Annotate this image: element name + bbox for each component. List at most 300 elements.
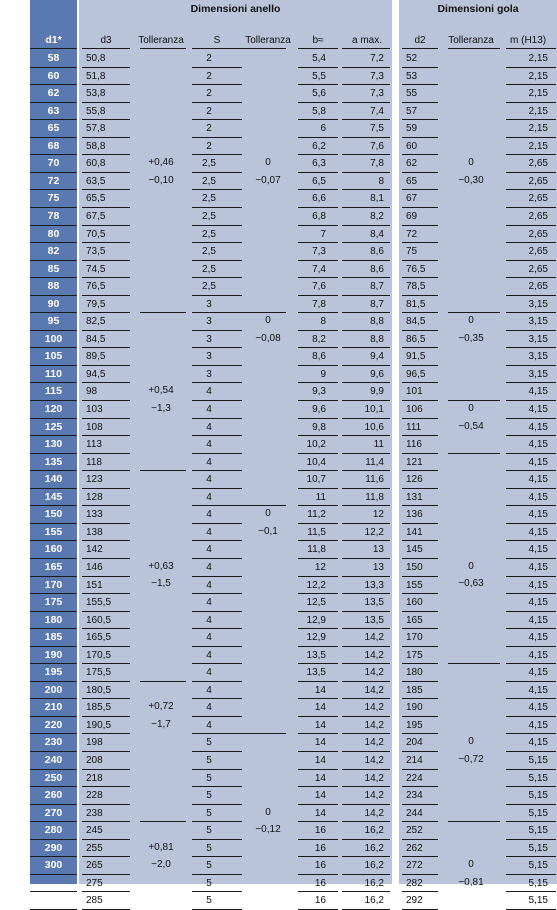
table-cell: 57 — [406, 105, 418, 117]
tolerance-group-rule — [242, 312, 286, 313]
table-cell: 8,8 — [370, 316, 384, 328]
table-cell: 133 — [86, 509, 103, 521]
table-cell: 65 — [406, 175, 418, 187]
row-d1: 88 — [47, 280, 60, 293]
table-cell: 2,65 — [528, 228, 548, 240]
row-d1: 82 — [47, 245, 60, 258]
table-cell: 14,2 — [364, 772, 384, 784]
column-header: a max. — [351, 35, 382, 46]
table-cell: 4,15 — [528, 614, 548, 626]
table-cell: 244 — [406, 807, 423, 819]
table-cell: 50,8 — [86, 53, 106, 64]
table-cell: 8,7 — [370, 281, 384, 293]
table-cell: 12 — [372, 509, 384, 521]
row-d1: 100 — [44, 332, 63, 345]
table-cell: 4 — [206, 526, 212, 538]
table-cell: 7,3 — [312, 246, 326, 258]
table-cell: 272 — [406, 860, 423, 872]
table-cell: 91,5 — [406, 351, 426, 363]
table-cell: 2,5 — [202, 158, 216, 170]
row-d1: 140 — [44, 473, 63, 486]
table-cell: 5 — [206, 860, 212, 872]
table-cell: 8,7 — [370, 298, 384, 310]
table-cell: 5,6 — [312, 88, 326, 100]
table-cell: 7 — [320, 228, 326, 240]
tolerance-value: −0,10 — [148, 174, 174, 186]
row-d1: 78 — [47, 209, 60, 222]
table-cell: 16,2 — [364, 825, 384, 837]
row-d1: 195 — [44, 666, 63, 679]
column-header: Tolleranza — [245, 35, 291, 46]
group-header-ring: Dimensioni anello — [190, 3, 281, 15]
table-cell: 3,15 — [528, 333, 548, 345]
table-cell: 103 — [86, 404, 103, 415]
table-cell: 14,2 — [364, 632, 384, 644]
row-d1 — [30, 891, 77, 910]
table-cell: 245 — [86, 825, 103, 837]
table-cell: 13,5 — [364, 597, 384, 609]
row-d1: 210 — [44, 701, 63, 714]
table-cell: 60 — [406, 140, 418, 152]
table-cell: 79,5 — [86, 298, 106, 310]
table-cell: 13,5 — [306, 649, 326, 661]
table-cell: 151 — [86, 579, 103, 591]
row-d1: 58 — [47, 52, 60, 64]
table-cell: 2 — [206, 88, 212, 100]
row-d1: 150 — [44, 508, 63, 521]
row-d1: 60 — [47, 69, 60, 82]
table-cell: 10,6 — [364, 421, 384, 433]
table-cell: 16 — [314, 895, 326, 907]
row-d1: 85 — [47, 262, 60, 275]
row-d1 — [30, 874, 77, 893]
table-cell: 4,15 — [528, 719, 548, 731]
row-d1: 220 — [44, 718, 63, 731]
table-cell: 6 — [320, 123, 326, 135]
table-cell: 2,5 — [202, 228, 216, 240]
table-cell: 5,15 — [528, 860, 548, 872]
table-cell: 2,65 — [528, 263, 548, 275]
row-d1: 270 — [44, 806, 63, 819]
tolerance-value: 0 — [468, 157, 474, 169]
table-cell: 14,2 — [364, 719, 384, 731]
table-cell: 12,5 — [306, 597, 326, 609]
table-cell: 2,5 — [202, 263, 216, 275]
table-cell: 14,2 — [364, 649, 384, 661]
tolerance-value: +0,81 — [148, 841, 174, 853]
table-cell: 14 — [314, 737, 326, 749]
table-cell: 13 — [372, 561, 384, 573]
table-cell: 5 — [206, 895, 212, 907]
table-cell: 12,2 — [306, 579, 326, 591]
table-cell: 4 — [206, 614, 212, 626]
table-cell: 4 — [206, 684, 212, 696]
table-cell: 12,2 — [364, 526, 384, 538]
column-header: m (H13) — [510, 35, 547, 46]
table-cell: 11 — [373, 439, 384, 451]
header-rule — [448, 48, 500, 49]
table-cell: 2,5 — [202, 175, 216, 187]
row-d1: 120 — [44, 403, 63, 415]
table-cell: 8,4 — [370, 228, 384, 240]
table-cell: 175 — [406, 649, 423, 661]
table-cell: 55 — [406, 88, 418, 100]
table-cell: 7,4 — [370, 105, 384, 117]
table-cell: 7,5 — [370, 123, 384, 135]
table-cell: 4 — [206, 544, 212, 556]
table-cell: 180 — [406, 667, 423, 679]
row-d1: 75 — [47, 192, 60, 205]
table-cell: 4 — [206, 719, 212, 731]
table-cell: 2 — [206, 140, 212, 152]
tolerance-value: −0,35 — [458, 332, 484, 344]
table-cell: 4,15 — [528, 737, 548, 749]
row-d1: 170 — [44, 578, 63, 591]
table-cell: 14,2 — [364, 737, 384, 749]
table-cell: 16,2 — [364, 877, 384, 889]
table-cell: 4,15 — [528, 509, 548, 521]
table-cell: 123 — [86, 474, 103, 486]
table-cell: 7,4 — [312, 263, 326, 275]
table-cell: 9,6 — [370, 368, 384, 380]
table-cell: 5,15 — [528, 755, 548, 766]
column-header: b≈ — [312, 35, 324, 46]
table-cell: 6,6 — [312, 193, 326, 205]
table-cell: 14,2 — [364, 807, 384, 819]
row-d1: 135 — [44, 455, 63, 468]
row-d1: 250 — [44, 771, 63, 784]
table-cell: 4,15 — [528, 544, 548, 556]
row-d1: 155 — [44, 525, 63, 538]
table-cell: 5 — [206, 807, 212, 819]
table-cell: 4,15 — [528, 684, 548, 696]
table-cell: 60,8 — [86, 158, 106, 170]
table-cell: 81,5 — [406, 298, 426, 310]
table-cell: 5,15 — [528, 807, 548, 819]
table-cell: 5 — [206, 737, 212, 749]
table-cell: 7,6 — [312, 281, 326, 293]
table-cell: 8,2 — [370, 210, 384, 222]
table-cell: 14 — [314, 790, 326, 802]
table-cell: 53 — [406, 70, 418, 82]
table-cell: 4 — [206, 456, 212, 468]
column-header: d1* — [45, 34, 62, 46]
table-cell: 228 — [86, 790, 103, 802]
table-cell: 11,4 — [365, 456, 384, 468]
table-cell: 234 — [406, 790, 423, 802]
table-cell: 5 — [206, 772, 212, 784]
table-cell: 51,8 — [86, 70, 106, 82]
table-cell: 7,3 — [370, 88, 384, 100]
table-cell: 82,5 — [86, 316, 106, 328]
table-cell: 52 — [406, 53, 418, 64]
tolerance-group-rule — [140, 470, 186, 471]
table-cell: 6,8 — [312, 210, 326, 222]
table-cell: 4,15 — [528, 649, 548, 661]
group-header-groove: Dimensioni gola — [437, 3, 519, 15]
table-cell: 86,5 — [406, 333, 426, 345]
table-cell: 59 — [406, 123, 418, 135]
table-cell: 53,8 — [86, 88, 106, 100]
table-cell: 128 — [86, 491, 103, 503]
table-cell: 11,8 — [307, 544, 326, 556]
tolerance-group-rule — [448, 400, 500, 401]
table-cell: 14 — [314, 684, 326, 696]
table-cell: 292 — [406, 895, 423, 907]
table-cell: 11 — [315, 491, 326, 503]
table-cell: 4,15 — [528, 439, 548, 451]
table-cell: 84,5 — [86, 333, 106, 345]
table-cell: 4,15 — [528, 597, 548, 609]
row-d1: 290 — [44, 841, 63, 854]
table-cell: 14,2 — [364, 667, 384, 679]
table-cell: 16 — [314, 877, 326, 889]
row-d1: 125 — [44, 420, 63, 433]
table-cell: 14,2 — [364, 702, 384, 714]
table-cell: 5,15 — [528, 877, 548, 889]
table-cell: 113 — [86, 439, 102, 451]
table-cell: 11,5 — [307, 526, 326, 538]
table-cell: 14 — [314, 719, 326, 731]
tolerance-group-rule — [448, 453, 500, 454]
table-cell: 16 — [314, 825, 326, 837]
table-cell: 7,6 — [370, 140, 384, 152]
table-cell: 4,15 — [528, 667, 548, 679]
row-d1: 70 — [47, 157, 60, 170]
table-cell: 165,5 — [86, 632, 112, 644]
tolerance-value: −1,5 — [151, 578, 171, 590]
table-cell: 275 — [86, 877, 103, 889]
table-cell: 2,15 — [528, 70, 548, 82]
table-cell: 8 — [378, 175, 384, 187]
table-cell: 16 — [314, 860, 326, 872]
table-cell: 8 — [320, 316, 326, 328]
table-cell: 74,5 — [86, 263, 106, 275]
tolerance-value: −2,0 — [151, 859, 171, 871]
table-cell: 8,8 — [370, 333, 384, 345]
tolerance-value: +0,54 — [148, 385, 174, 397]
row-d1: 190 — [44, 648, 63, 661]
table-cell: 170 — [406, 632, 423, 644]
table-cell: 76,5 — [406, 263, 426, 275]
table-cell: 70,5 — [86, 228, 106, 240]
table-cell: 155 — [406, 579, 423, 591]
header-rule — [242, 48, 286, 49]
table-cell: 118 — [86, 456, 102, 468]
table-cell: 5,4 — [312, 53, 326, 64]
table-cell: 12,9 — [306, 632, 326, 644]
table-cell: 9,8 — [312, 421, 326, 433]
row-d1: 180 — [44, 613, 63, 626]
table-cell: 4,15 — [528, 561, 548, 573]
table-cell: 3,15 — [528, 316, 548, 328]
table-cell: 9,3 — [312, 386, 326, 398]
table-cell: 5 — [206, 842, 212, 854]
table-cell: 63,5 — [86, 175, 106, 187]
table-cell: 4,15 — [528, 456, 548, 468]
table-cell: 3 — [206, 333, 212, 345]
table-cell: 3 — [206, 298, 212, 310]
table-cell: 8,2 — [312, 333, 326, 345]
table-cell: 10,7 — [306, 474, 326, 486]
table-cell: 5 — [206, 790, 212, 802]
table-cell: 4 — [206, 667, 212, 679]
table-cell: 4 — [206, 649, 212, 661]
table-cell: 4 — [206, 474, 212, 486]
table-cell: 252 — [406, 825, 423, 837]
tolerance-group-rule — [140, 681, 186, 682]
table-cell: 84,5 — [406, 316, 426, 328]
table-cell: 13,3 — [364, 579, 384, 591]
table-cell: 7,2 — [370, 53, 384, 64]
table-cell: 13 — [372, 544, 384, 556]
table-cell: 262 — [406, 842, 423, 854]
table-cell: 75 — [406, 246, 418, 258]
tolerance-value: −0,1 — [258, 525, 278, 537]
tolerance-value: −0,12 — [255, 824, 281, 836]
row-d1: 230 — [44, 736, 63, 749]
table-cell: 285 — [86, 895, 103, 907]
table-cell: 9,9 — [370, 386, 384, 398]
table-cell: 14 — [314, 755, 326, 766]
table-cell: 2,5 — [202, 210, 216, 222]
table-cell: 4 — [206, 386, 212, 398]
tolerance-value: 0 — [265, 508, 271, 520]
table-cell: 185,5 — [86, 702, 112, 714]
table-cell: 218 — [86, 772, 103, 784]
table-cell: 208 — [86, 755, 103, 766]
row-d1: 145 — [44, 490, 63, 503]
table-cell: 13,5 — [306, 667, 326, 679]
table-cell: 2,65 — [528, 158, 548, 170]
table-cell: 238 — [86, 807, 103, 819]
table-cell: 4,15 — [528, 579, 548, 591]
row-d1: 175 — [44, 596, 63, 609]
tolerance-value: 0 — [265, 157, 271, 169]
table-cell: 8,1 — [370, 193, 384, 205]
row-d1: 62 — [47, 87, 60, 100]
table-cell: 7,8 — [312, 298, 326, 310]
table-cell: 16 — [314, 842, 326, 854]
tolerance-group-rule — [242, 505, 286, 506]
row-d1: 165 — [44, 560, 63, 573]
row-d1: 260 — [44, 789, 63, 802]
table-cell: 155,5 — [86, 597, 112, 609]
tolerance-group-rule — [140, 312, 186, 313]
table-cell: 190,5 — [86, 719, 112, 731]
table-cell: 62 — [406, 158, 418, 170]
row-d1: 240 — [44, 754, 63, 766]
table-cell: 165 — [406, 614, 423, 626]
table-cell: 4,15 — [528, 404, 548, 415]
table-cell: 4,15 — [528, 632, 548, 644]
table-cell: 13,5 — [364, 614, 384, 626]
table-cell: 8,6 — [312, 351, 326, 363]
table-cell: 76,5 — [86, 281, 106, 293]
row-d1: 300 — [44, 859, 63, 872]
table-cell: 121 — [406, 456, 423, 468]
table-cell: 78,5 — [406, 281, 426, 293]
table-cell: 2 — [206, 70, 212, 82]
table-cell: 69 — [406, 210, 418, 222]
table-cell: 4 — [206, 702, 212, 714]
row-d1: 63 — [47, 104, 60, 117]
table-cell: 4 — [206, 579, 212, 591]
table-cell: 142 — [86, 544, 103, 556]
tolerance-value: −1,7 — [151, 718, 171, 730]
table-cell: 3,15 — [528, 351, 548, 363]
tolerance-value: +0,72 — [148, 701, 174, 713]
table-cell: 214 — [406, 755, 423, 766]
table-cell: 96,5 — [406, 368, 426, 380]
table-cell: 5 — [206, 755, 212, 766]
table-cell: 2 — [206, 123, 212, 135]
table-cell: 94,5 — [86, 368, 106, 380]
column-header: Tolleranza — [448, 35, 494, 46]
table-cell: 14,2 — [364, 684, 384, 696]
table-cell: 2,65 — [528, 175, 548, 187]
table-cell: 3 — [206, 368, 212, 380]
table-cell: 116 — [406, 439, 422, 451]
table-cell: 5,8 — [312, 105, 326, 117]
table-cell: 6,3 — [312, 158, 326, 170]
table-cell: 4,15 — [528, 526, 548, 538]
tolerance-value: 0 — [468, 403, 474, 414]
tolerance-value: −0,63 — [458, 578, 484, 590]
table-cell: 10,1 — [364, 404, 384, 415]
table-cell: 8,6 — [370, 246, 384, 258]
table-cell: 2,5 — [202, 281, 216, 293]
row-d1: 65 — [47, 122, 60, 135]
table-cell: 5,15 — [528, 895, 548, 907]
table-cell: 9,6 — [312, 404, 326, 415]
table-cell: 4 — [206, 421, 212, 433]
table-cell: 4,15 — [528, 491, 548, 503]
table-cell: 2,5 — [202, 246, 216, 258]
table-cell: 282 — [406, 877, 423, 889]
table-cell: 111 — [406, 421, 422, 433]
row-d1: 185 — [44, 631, 63, 644]
table-cell: 67,5 — [86, 210, 106, 222]
table-cell: 108 — [86, 421, 103, 433]
table-cell: 11,8 — [365, 491, 384, 503]
table-cell: 146 — [86, 561, 103, 573]
table-cell: 160,5 — [86, 614, 112, 626]
table-cell: 4 — [206, 597, 212, 609]
table-cell: 10,4 — [306, 456, 326, 468]
table-cell: 5,15 — [528, 790, 548, 802]
tolerance-value: +0,63 — [148, 560, 174, 572]
tolerance-value: +0,46 — [148, 157, 174, 169]
column-header: S — [213, 35, 221, 46]
tolerance-group-rule — [448, 821, 500, 822]
tolerance-value: 0 — [468, 736, 474, 748]
table-cell: 2,15 — [528, 140, 548, 152]
table-cell: 4 — [206, 561, 212, 573]
row-d1: 90 — [47, 297, 60, 310]
row-d1: 115 — [45, 385, 62, 398]
table-cell: 5,15 — [528, 842, 548, 854]
table-cell: 89,5 — [86, 351, 106, 363]
table-cell: 150 — [406, 561, 423, 573]
tolerance-value: −0,54 — [458, 420, 484, 432]
table-cell: 2,15 — [528, 123, 548, 135]
row-d1: 110 — [45, 367, 62, 380]
table-cell: 136 — [406, 509, 423, 521]
table-cell: 2 — [206, 105, 212, 117]
table-cell: 3 — [206, 316, 212, 328]
table-cell: 7,8 — [370, 158, 384, 170]
